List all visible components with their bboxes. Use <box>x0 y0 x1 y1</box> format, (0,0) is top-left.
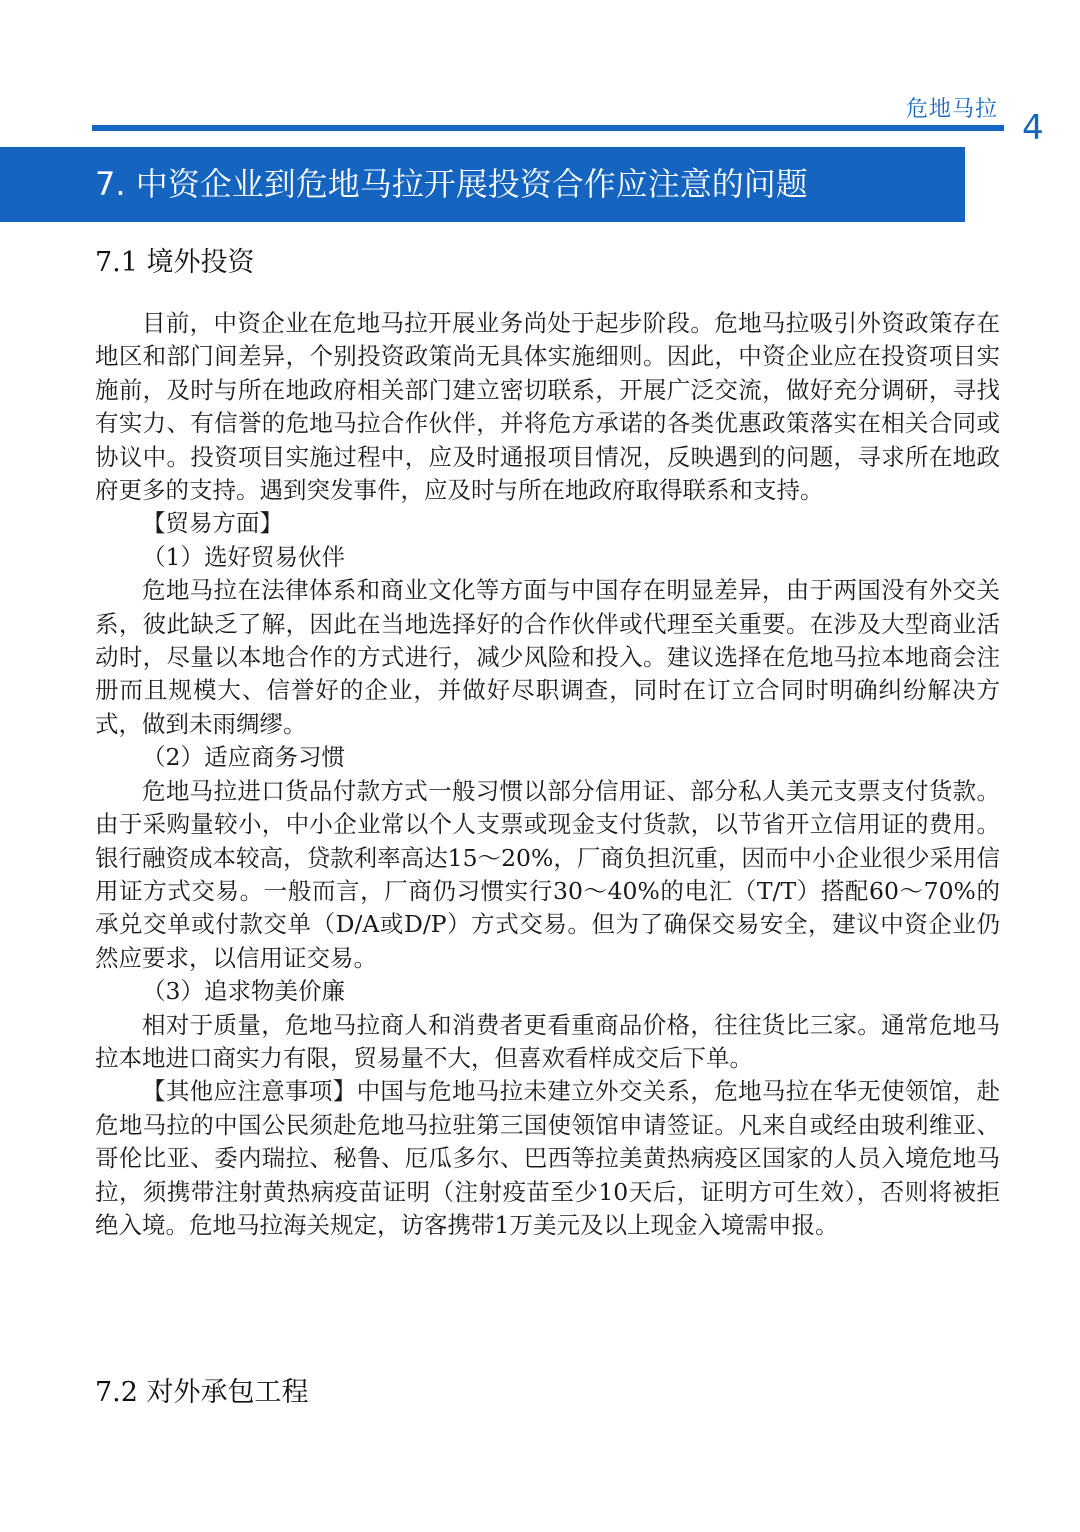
paragraph-subhead-1: （1）选好贸易伙伴 <box>142 542 345 571</box>
running-head-title: 危地马拉 <box>905 97 998 122</box>
paragraph-payment: 危地马拉进口货品付款方式一般习惯以部分信用证、部分私人美元支票支付货款。由于采购量较小，中小企业常以个人支票或现金支付货款，以节省开立信用证的费用。银行融资成本较高，贷款利率高达15～20%，厂商负担沉重，因而中小企业很少采用信用证方式交易。一般而言，厂商仍习惯实行30～40%的电汇（T/T）搭配60～70%的承兑交单或付款交单（D/A或D/P）方式交易。但为了确保交易安全，建议中资企业仍然应要求，以信用证交易。 <box>95 776 1000 972</box>
paragraph-trade-label: 【贸易方面】 <box>142 509 283 538</box>
page-number: 4 <box>1022 108 1044 148</box>
paragraph-price: 相对于质量，危地马拉商人和消费者更看重商品价格，往往货比三家。通常危地马拉本地进口商实力有限，贸易量不大，但喜欢看样成交后下单。 <box>95 1010 1000 1072</box>
paragraph-other-notes: 【其他应注意事项】中国与危地马拉未建立外交关系，危地马拉在华无使领馆，赴危地马拉的中国公民须赴危地马拉驻第三国使领馆申请签证。凡来自或经由玻利维亚、哥伦比亚、委内瑞拉、秘鲁、厄瓜多尔、巴西等拉美黄热病疫区国家的人员入境危地马拉，须携带注射黄热病疫苗证明（注射疫苗至少10天后，证明方可生效），否则将被拒绝入境。危地马拉海关规定，访客携带1万美元及以上现金入境需申报。 <box>95 1077 1000 1239</box>
section-heading-7-1: 7.1 境外投资 <box>95 247 255 278</box>
chapter-title-banner: 7. 中资企业到危地马拉开展投资合作应注意的问题 <box>0 147 965 222</box>
paragraph-intro: 目前，中资企业在危地马拉开展业务尚处于起步阶段。危地马拉吸引外资政策存在地区和部门间差异，个别投资政策尚无具体实施细则。因此，中资企业应在投资项目实施前，及时与所在地政府相关部门建立密切联系，开展广泛交流，做好充分调研，寻找有实力、有信誉的危地马拉合作伙伴，并将危方承诺的各类优惠政策落实在相关合同或协议中。投资项目实施过程中，应及时通报项目情况，反映遇到的问题，寻求所在地政府更多的支持。遇到突发事件，应及时与所在地政府取得联系和支持。 <box>95 309 1000 505</box>
paragraph-subhead-3: （3）追求物美价廉 <box>142 977 345 1006</box>
paragraph-partner: 危地马拉在法律体系和商业文化等方面与中国存在明显差异，由于两国没有外交关系，彼此缺乏了解，因此在当地选择好的合作伙伴或代理至关重要。在涉及大型商业活动时，尽量以本地合作的方式进行，减少风险和投入。建议选择在危地马拉本地商会注册而且规模大、信誉好的企业，并做好尽职调查，同时在订立合同时明确纠纷解决方式，做到未雨绸缪。 <box>95 576 1000 738</box>
header-rule <box>92 125 1004 131</box>
paragraph-subhead-2: （2）适应商务习惯 <box>142 743 345 772</box>
section-7-1-body <box>95 307 1000 1242</box>
section-heading-7-2: 7.2 对外承包工程 <box>95 1377 309 1408</box>
